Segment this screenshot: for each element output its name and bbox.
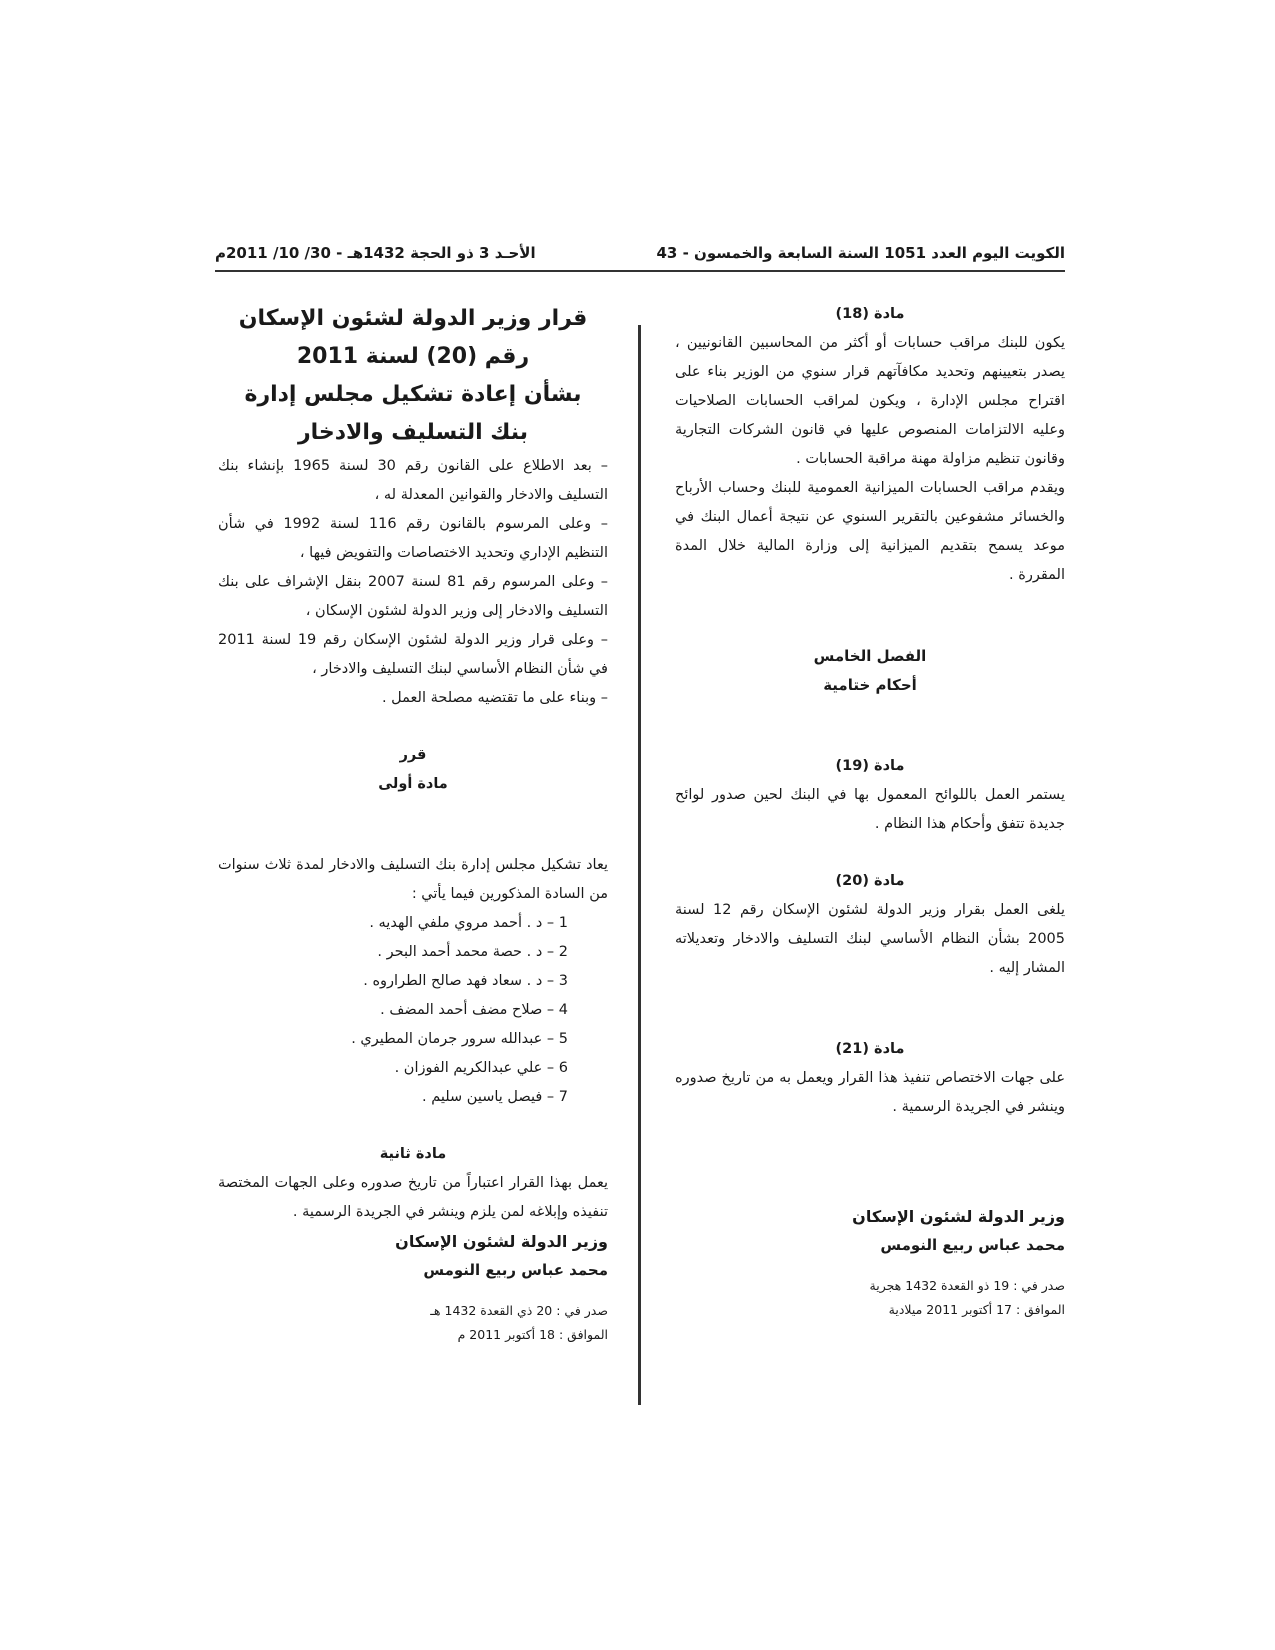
board-member-item: 5 – عبدالله سرور جرمان المطيري . [351, 1031, 568, 1047]
article-19-paragraph: يستمر العمل باللوائح المعمول بها في البنك لحين صدور لوائح جديدة تتفق وأحكام هذا النظام . [675, 787, 1065, 832]
left-issue-date: صدر في : 20 ذي القعدة 1432 هـ [430, 1303, 608, 1318]
right-signer-name: محمد عباس ربيع النومس [880, 1236, 1065, 1254]
chapter-title: الفصل الخامس [813, 647, 927, 665]
article-2-paragraph: يعمل بهذا القرار اعتباراً من تاريخ صدوره وعلى الجهات المختصة تنفيذه وإبلاغه لمن يلزم وينشر في الجريدة الرسمية . [218, 1175, 608, 1220]
article-2-title: مادة ثانية [379, 1146, 447, 1162]
left-corresponding-date: الموافق : 18 أكتوبر 2011 م [457, 1327, 608, 1342]
preamble-item: – وعلى المرسوم رقم 81 لسنة 2007 بنقل الإشراف على بنك التسليف والادخار إلى وزير الدولة لشئون الإسكان ، [218, 574, 608, 619]
preamble-list [218, 452, 608, 713]
article-21-paragraph: على جهات الاختصاص تنفيذ هذا القرار ويعمل به من تاريخ صدوره وينشر في الجريدة الرسمية . [675, 1070, 1065, 1115]
article-1-title: مادة أولى [378, 776, 448, 792]
chapter-subtitle: أحكام ختامية [823, 676, 917, 694]
board-members-list [218, 909, 608, 1112]
board-member-item: 2 – د . حصة محمد أحمد البحر . [377, 944, 568, 960]
article-21-title: مادة (21) [835, 1041, 905, 1057]
decree-title-line-2: رقم (20) لسنة 2011 [296, 344, 530, 369]
page-header [215, 240, 1065, 272]
left-signer-title: وزير الدولة لشئون الإسكان [395, 1232, 608, 1251]
header-date: الأحـد 3 ذو الحجة 1432هـ - 30/ 10/ 2011م [215, 244, 536, 262]
board-member-item: 7 – فيصل ياسين سليم . [422, 1089, 568, 1105]
column-divider [638, 325, 641, 1405]
preamble-item: – وعلى المرسوم بالقانون رقم 116 لسنة 1992 في شأن التنظيم الإداري وتحديد الاختصاصات والتفويض فيها ، [218, 516, 608, 561]
article-19-title: مادة (19) [835, 758, 905, 774]
header-gazette-info: الكويت اليوم العدد 1051 السنة السابعة والخمسون - 43 [656, 244, 1065, 262]
decided-heading: قرر [399, 747, 427, 763]
article-18-title: مادة (18) [835, 306, 905, 322]
decree-title-line-3: بشأن إعادة تشكيل مجلس إدارة [244, 382, 582, 407]
article-18-paragraph-1: يكون للبنك مراقب حسابات أو أكثر من المحاسبين القانونيين ، يصدر بتعيينهم وتحديد مكافآتهم قرار سنوي من الوزير بناء على اقتراح مجلس الإدارة ، ويكون لمراقب الحسابات الصلاحيات وعليه الالتزامات المنصوص عليها في قانون الشركات التجارية وقانون تنظيم مزاولة مهنة مراقبة الحسابات . [675, 335, 1065, 467]
right-corresponding-date: الموافق : 17 أكتوبر 2011 ميلادية [888, 1302, 1065, 1317]
right-issue-date: صدر في : 19 ذو القعدة 1432 هجرية [869, 1278, 1065, 1293]
board-member-item: 6 – علي عبدالكريم الفوزان . [394, 1060, 568, 1076]
preamble-item: – وبناء على ما تقتضيه مصلحة العمل . [381, 690, 608, 706]
preamble-item: – بعد الاطلاع على القانون رقم 30 لسنة 1965 بإنشاء بنك التسليف والادخار والقوانين المعدلة له ، [218, 458, 608, 503]
article-20-paragraph: يلغى العمل بقرار وزير الدولة لشئون الإسكان رقم 12 لسنة 2005 بشأن النظام الأساسي لبنك التسليف والادخار وتعديلاته المشار إليه . [675, 902, 1065, 976]
right-column [675, 300, 1065, 1322]
article-1-intro: يعاد تشكيل مجلس إدارة بنك التسليف والادخار لمدة ثلاث سنوات من السادة المذكورين فيما يأتي : [218, 857, 608, 902]
left-column [218, 300, 608, 1347]
article-18-paragraph-2: ويقدم مراقب الحسابات الميزانية العمومية للبنك وحساب الأرباح والخسائر مشفوعين بالتقرير السنوي عن نتيجة أعمال البنك في موعد يسمح بتقديم الميزانية إلى وزارة المالية خلال المدة المقررة . [675, 480, 1065, 583]
article-20-title: مادة (20) [835, 873, 905, 889]
preamble-item: – وعلى قرار وزير الدولة لشئون الإسكان رقم 19 لسنة 2011 في شأن النظام الأساسي لبنك التسليف والادخار ، [218, 632, 608, 677]
board-member-item: 4 – صلاح مضف أحمد المضف . [380, 1002, 568, 1018]
board-member-item: 3 – د . سعاد فهد صالح الطراروه . [363, 973, 568, 989]
board-member-item: 1 – د . أحمد مروي ملفي الهديه . [369, 915, 568, 931]
right-signer-title: وزير الدولة لشئون الإسكان [852, 1207, 1065, 1226]
decree-title-line-1: قرار وزير الدولة لشئون الإسكان [238, 306, 588, 331]
left-signer-name: محمد عباس ربيع النومس [423, 1261, 608, 1279]
decree-title-line-4: بنك التسليف والادخار [297, 420, 529, 445]
